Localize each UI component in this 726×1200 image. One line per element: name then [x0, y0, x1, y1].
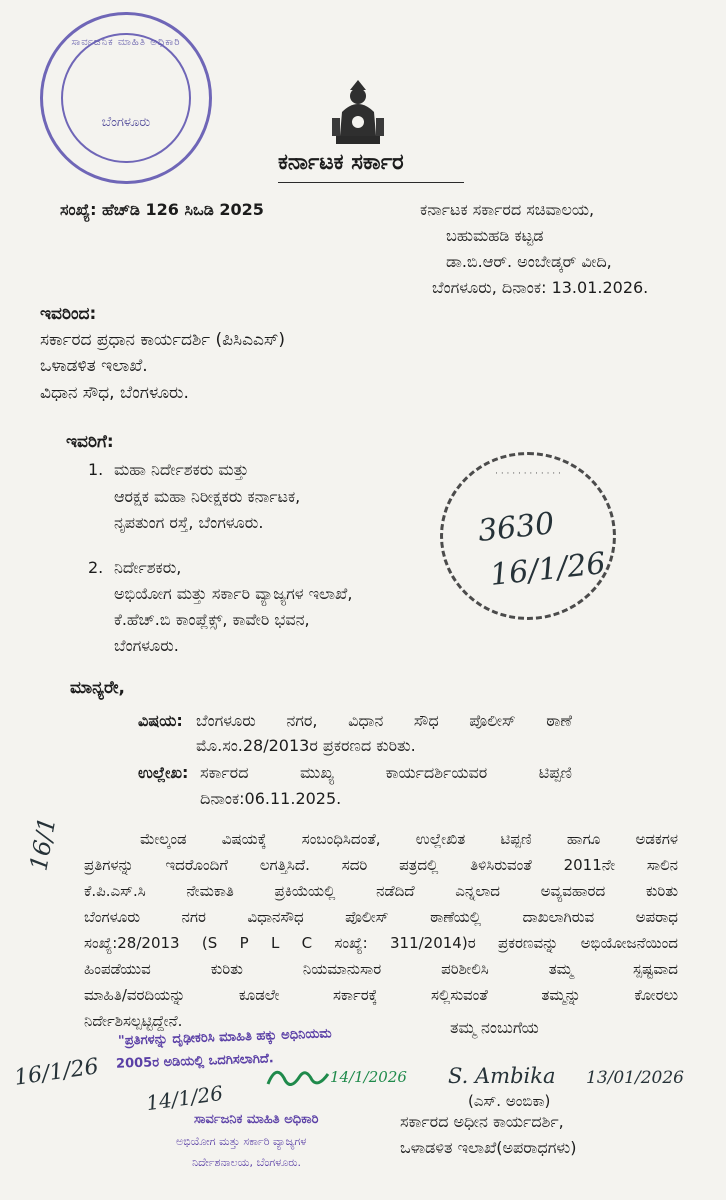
- recipient-2-line-4: ಬೆಂಗಳೂರು.: [114, 636, 179, 655]
- officer-signature: S. Ambika: [448, 1064, 556, 1088]
- recipient-2-line-3: ಕೆ.ಹೆಚ್.ಬಿ ಕಾಂಪ್ಲೆಕ್ಸ್, ಕಾವೇರಿ ಭವನ,: [114, 610, 310, 629]
- reference-label: ಉಲ್ಲೇಖ:: [138, 763, 189, 782]
- seal-city-text: ಬೆಂಗಳೂರು: [101, 115, 151, 130]
- recipient-2-number: 2.: [88, 558, 104, 577]
- received-number-handwritten: 3630: [476, 506, 556, 549]
- officer-designation: ಸರ್ಕಾರದ ಅಧೀನ ಕಾರ್ಯದರ್ಶಿ,: [400, 1112, 564, 1131]
- pio-stamp-line-2: ಅಭಿಯೋಗ ಮತ್ತು ಸರ್ಕಾರಿ ವ್ಯಾಜ್ಯಗಳ: [176, 1135, 307, 1148]
- address-line-4-date: ಬೆಂಗಳೂರು, ದಿನಾಂಕ: 13.01.2026.: [432, 278, 649, 297]
- from-line-3: ವಿಧಾನ ಸೌಧ, ಬೆಂಗಳೂರು.: [40, 383, 189, 403]
- body-line-5: ಸಂಖ್ಯೆ:28/2013 (S P L C ಸಂಖ್ಯೆ: 311/2014)ರ ಪ್ರಕರಣವನ್ನು ಅಭಿಯೋಜನೆಯಿಂದ: [84, 934, 678, 952]
- body-line-1: ಮೇಲ್ಕಂಡ ವಿಷಯಕ್ಕೆ ಸಂಬಂಧಿಸಿದಂತೆ, ಉಲ್ಲೇಖಿತ ಟಿಪ್ಪಣಿ ಹಾಗೂ ಅಡಕಗಳ: [140, 830, 678, 848]
- recipient-1-line-3: ನೃಪತುಂಗ ರಸ್ತೆ, ಬೆಂಗಳೂರು.: [114, 513, 264, 532]
- from-line-2: ಒಳಾಡಳಿತ ಇಲಾಖೆ.: [40, 356, 148, 376]
- government-title: ಕರ್ನಾಟಕ ಸರ್ಕಾರ: [278, 150, 404, 175]
- title-underline: [278, 182, 464, 183]
- pio-stamp-line-1: ಸಾರ್ವಜನಿಕ ಮಾಹಿತಿ ಅಧಿಕಾರಿ: [194, 1112, 319, 1127]
- officer-signature-date: 13/01/2026: [586, 1068, 684, 1088]
- body-line-3: ಕೆ.ಪಿ.ಎಸ್.ಸಿ ನೇಮಕಾತಿ ಪ್ರಕಿಯೆಯಲ್ಲಿ ನಡೆದಿದೆ ಎನ್ನಲಾದ ಅವ್ಯವಹಾರದ ಕುರಿತು: [84, 882, 678, 900]
- green-signature-date: 14/1/2026: [330, 1068, 407, 1086]
- address-line-1: ಕರ್ನಾಟಕ ಸರ್ಕಾರದ ಸಚಿವಾಲಯ,: [420, 200, 595, 219]
- from-line-1: ಸರ್ಕಾರದ ಪ್ರಧಾನ ಕಾರ್ಯದರ್ಶಿ (ಪಿಸಿಎಎಸ್): [40, 330, 286, 350]
- recipient-1-line-2: ಆರಕ್ಷಕ ಮಹಾ ನಿರೀಕ್ಷಕರು ಕರ್ನಾಟಕ,: [114, 487, 301, 506]
- from-label: ಇವರಿಂದ:: [40, 304, 97, 324]
- received-stamp-ring: · · · · · · · · · · · ·: [495, 469, 561, 479]
- seal-inner-ring: [61, 33, 191, 163]
- rti-stamp-line-1: "ಪ್ರತಿಗಳನ್ನು ದೃಢೀಕರಿಸಿ ಮಾಹಿತಿ ಹಕ್ಕು ಅಧಿನಿಯಮ: [117, 1026, 332, 1049]
- seal-ring-text: ಸಾರ್ವಜನಿಕ ಮಾಹಿತಿ ಅಧಿಕಾರಿ: [71, 37, 181, 48]
- margin-handwritten-mark: 16/1: [24, 815, 62, 873]
- recipient-1-number: 1.: [88, 460, 104, 479]
- officer-department: ಒಳಾಡಳಿತ ಇಲಾಖೆ(ಅಪರಾಧಗಳು): [400, 1138, 577, 1157]
- reference-line-1: ಸರ್ಕಾರದ ಮುಖ್ಯ ಕಾರ್ಯದರ್ಶಿಯವರ ಟಿಪ್ಪಣಿ: [200, 763, 572, 782]
- closing-yours-faithfully: ತಮ್ಮ ನಂಬುಗೆಯ: [450, 1018, 539, 1037]
- body-line-8: ನಿರ್ದೇಶಿಸಲ್ಪಟ್ಟಿದ್ದೇನೆ.: [84, 1012, 183, 1030]
- subject-label: ವಿಷಯ:: [138, 711, 183, 730]
- body-line-7: ಮಾಹಿತಿ/ವರದಿಯನ್ನು ಕೂಡಲೇ ಸರ್ಕಾರಕ್ಕೆ ಸಲ್ಲಿಸುವಂತೆ ತಮ್ಮನ್ನು ಕೋರಲು: [84, 986, 678, 1004]
- salutation: ಮಾನ್ಯರೇ,: [70, 678, 125, 698]
- state-emblem-icon: [328, 78, 388, 150]
- subject-line-1: ಬೆಂಗಳೂರು ನಗರ, ವಿಧಾನ ಸೌಧ ಪೊಲೀಸ್ ಠಾಣೆ: [196, 711, 572, 730]
- address-line-2: ಬಹುಮಹಡಿ ಕಟ್ಟಡ: [446, 226, 544, 245]
- green-signature-scribble: [262, 1062, 332, 1096]
- recipient-2-line-2: ಅಭಿಯೋಗ ಮತ್ತು ಸರ್ಕಾರಿ ವ್ಯಾಜ್ಯಗಳ ಇಲಾಖೆ,: [114, 584, 353, 603]
- recipient-1-line-1: ಮಹಾ ನಿರ್ದೇಶಕರು ಮತ್ತು: [114, 460, 249, 479]
- office-seal-stamp: [40, 12, 212, 184]
- left-handwritten-date: 16/1/26: [12, 1054, 101, 1091]
- mid-handwritten-date: 14/1/26: [144, 1080, 225, 1116]
- officer-name: (ಎಸ್. ಅಂಬಿಕಾ): [468, 1092, 551, 1110]
- body-line-4: ಬೆಂಗಳೂರು ನಗರ ವಿಧಾನಸೌಧ ಪೊಲೀಸ್ ಠಾಣೆಯಲ್ಲಿ ದಾಖಲಾಗಿರುವ ಅಪರಾಧ: [84, 908, 678, 926]
- reference-line-2: ದಿನಾಂಕ:06.11.2025.: [200, 789, 342, 808]
- subject-line-2: ಮೊ.ಸಂ.28/2013ರ ಪ್ರಕರಣದ ಕುರಿತು.: [196, 736, 416, 755]
- reference-number: ಸಂಖ್ಯೆ: ಹೆಚ್‌ಡಿ 126 ಸಿಒಡಿ 2025: [60, 200, 264, 219]
- body-line-2: ಪ್ರತಿಗಳನ್ನು ಇದರೊಂದಿಗೆ ಲಗತ್ತಿಸಿದೆ. ಸದರಿ ಪತ್ರದಲ್ಲಿ ತಿಳಿಸಿರುವಂತೆ 2011ನೇ ಸಾಲಿನ: [84, 856, 678, 874]
- address-line-3: ಡಾ.ಬಿ.ಆರ್. ಅಂಬೇಡ್ಕರ್ ವೀದಿ,: [446, 252, 612, 271]
- to-label: ಇವರಿಗೆ:: [66, 432, 114, 452]
- received-date-handwritten: 16/1/26: [488, 546, 608, 593]
- recipient-2-line-1: ನಿರ್ದೇಶಕರು,: [114, 558, 182, 577]
- pio-stamp-line-3: ನಿರ್ದೇಶನಾಲಯ, ಬೆಂಗಳೂರು.: [192, 1156, 302, 1169]
- rti-stamp-line-2: 2005ರ ಅಡಿಯಲ್ಲಿ ಒದಗಿಸಲಾಗಿದೆ.: [115, 1051, 274, 1072]
- body-line-6: ಹಿಂಪಡೆಯುವ ಕುರಿತು ನಿಯಮಾನುಸಾರ ಪರಿಶೀಲಿಸಿ ತಮ್ಮ ಸ್ಪಷ್ಟವಾದ: [84, 960, 678, 978]
